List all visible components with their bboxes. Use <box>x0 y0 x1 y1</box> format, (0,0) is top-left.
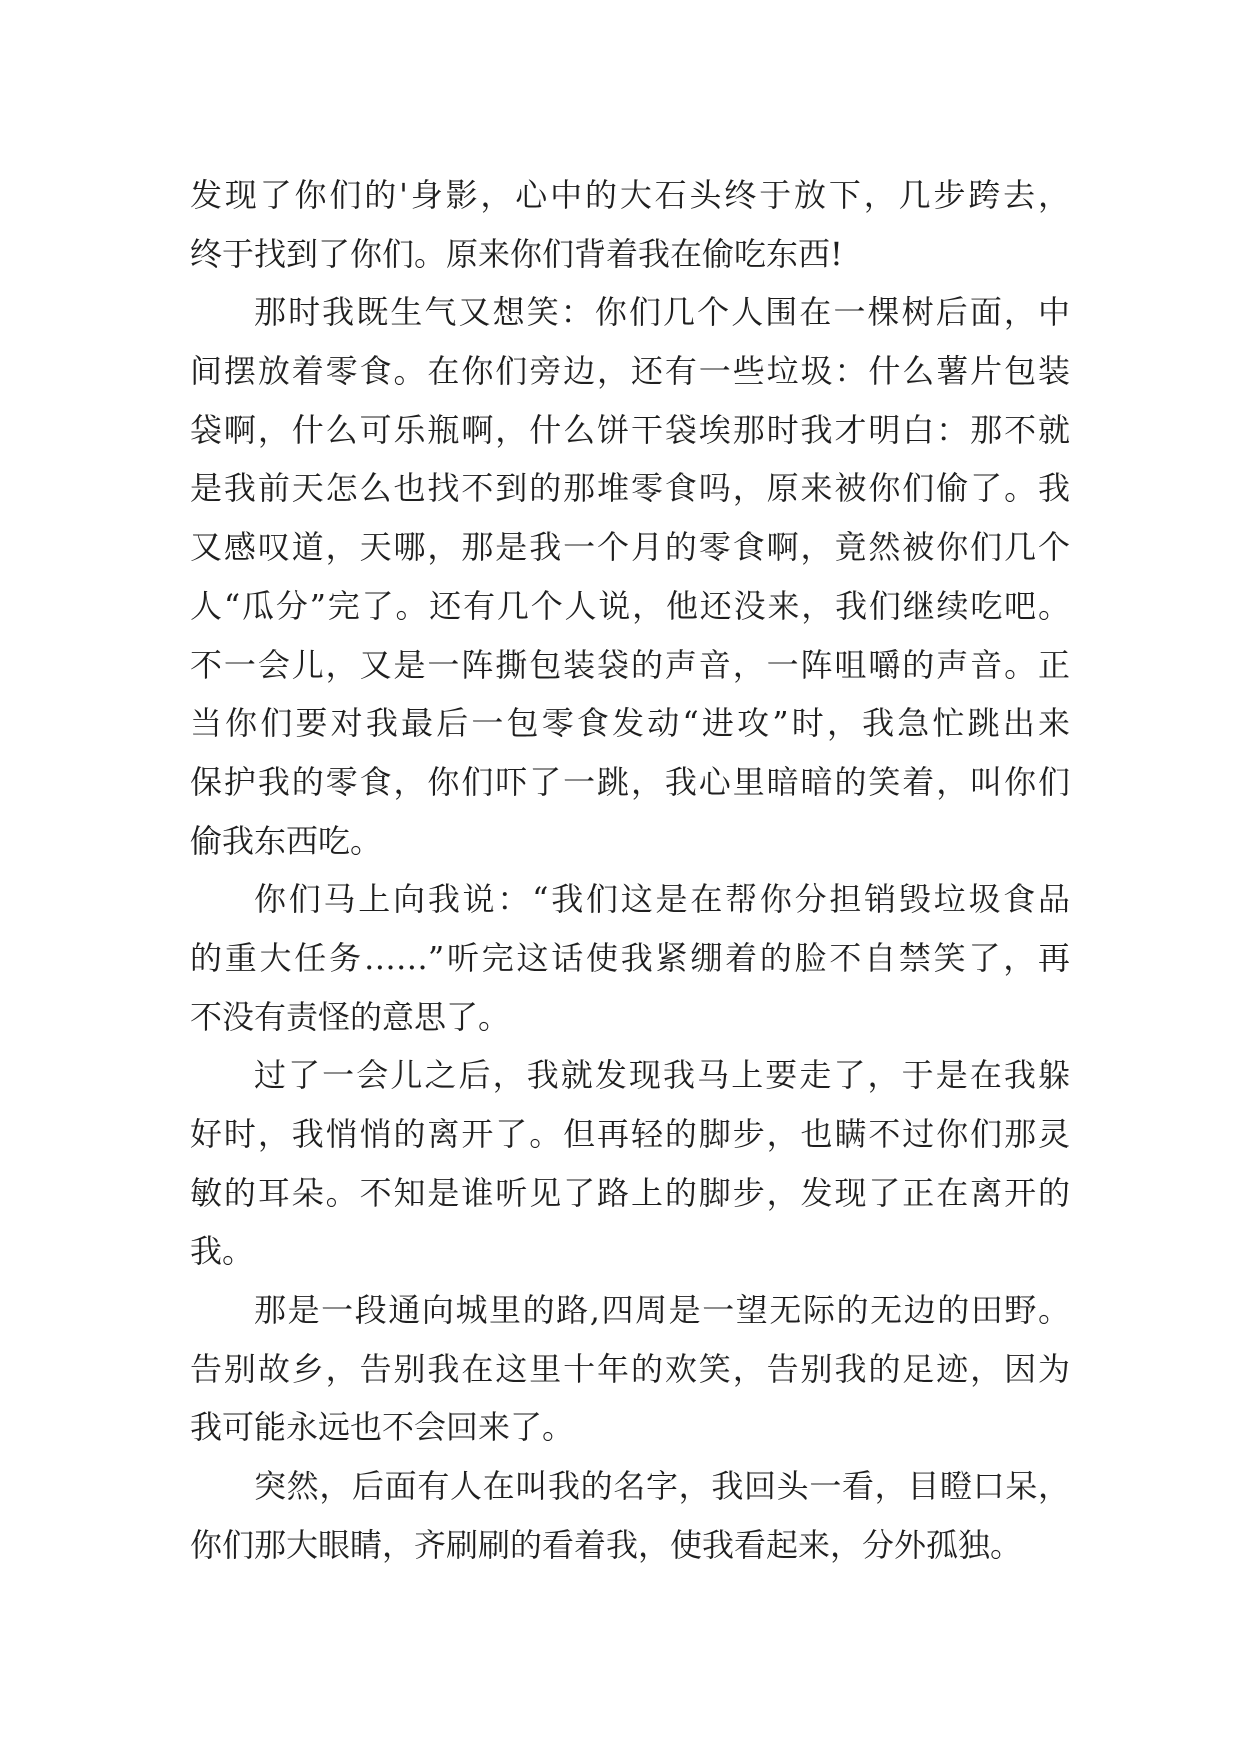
text-line: 不没有责怪的意思了。 <box>190 997 511 1036</box>
text-line: 是我前天怎么也找不到的那堆零食吗，原来被你们偷了。我 <box>190 469 1070 508</box>
text-line: 过了一会儿之后，我就发现我马上要走了，于是在我躲 <box>254 1056 1070 1095</box>
text-line: 我可能永远也不会回来了。 <box>190 1408 575 1447</box>
text-line: 那时我既生气又想笑：你们几个人围在一棵树后面，中 <box>254 293 1070 332</box>
text-line: 那是一段通向城里的路,四周是一望无际的无边的田野。 <box>254 1291 1070 1330</box>
text-line: 的重大任务……”听完这话使我紧绷着的脸不自禁笑了，再 <box>190 938 1070 977</box>
text-line: 发现了你们的'身影，心中的大石头终于放下，几步跨去， <box>190 176 1070 214</box>
text-line: 保护我的零食，你们吓了一跳，我心里暗暗的笑着，叫你们 <box>190 762 1070 801</box>
text-line: 不一会儿，又是一阵撕包装袋的声音，一阵咀嚼的声音。正 <box>190 645 1070 684</box>
text-line: 间摆放着零食。在你们旁边，还有一些垃圾：什么薯片包装 <box>190 352 1070 391</box>
text-line: 你们马上向我说：“我们这是在帮你分担销毁垃圾食品 <box>254 880 1070 919</box>
text-line: 告别故乡，告别我在这里十年的欢笑，告别我的足迹，因为 <box>190 1349 1070 1388</box>
text-line: 当你们要对我最后一包零食发动“进攻”时，我急忙跳出来 <box>190 704 1070 743</box>
text-line: 偷我东西吃。 <box>190 821 383 860</box>
text-line: 突然，后面有人在叫我的名字，我回头一看，目瞪口呆， <box>254 1467 1070 1506</box>
text-line: 敏的耳朵。不知是谁听见了路上的脚步，发现了正在离开的 <box>190 1173 1070 1212</box>
text-line: 我。 <box>190 1232 255 1271</box>
body-text <box>190 166 1070 1575</box>
text-line: 人“瓜分”完了。还有几个人说，他还没来，我们继续吃吧。 <box>190 586 1070 625</box>
text-line: 终于找到了你们。原来你们背着我在偷吃东西! <box>190 234 843 273</box>
text-line: 好时，我悄悄的离开了。但再轻的脚步，也瞒不过你们那灵 <box>190 1115 1070 1153</box>
text-line: 又感叹道，天哪，那是我一个月的零食啊，竟然被你们几个 <box>190 528 1070 567</box>
text-line: 你们那大眼睛，齐刷刷的看着我，使我看起来，分外孤独。 <box>190 1525 1023 1564</box>
text-line: 袋啊，什么可乐瓶啊，什么饼干袋埃那时我才明白：那不就 <box>190 410 1070 449</box>
